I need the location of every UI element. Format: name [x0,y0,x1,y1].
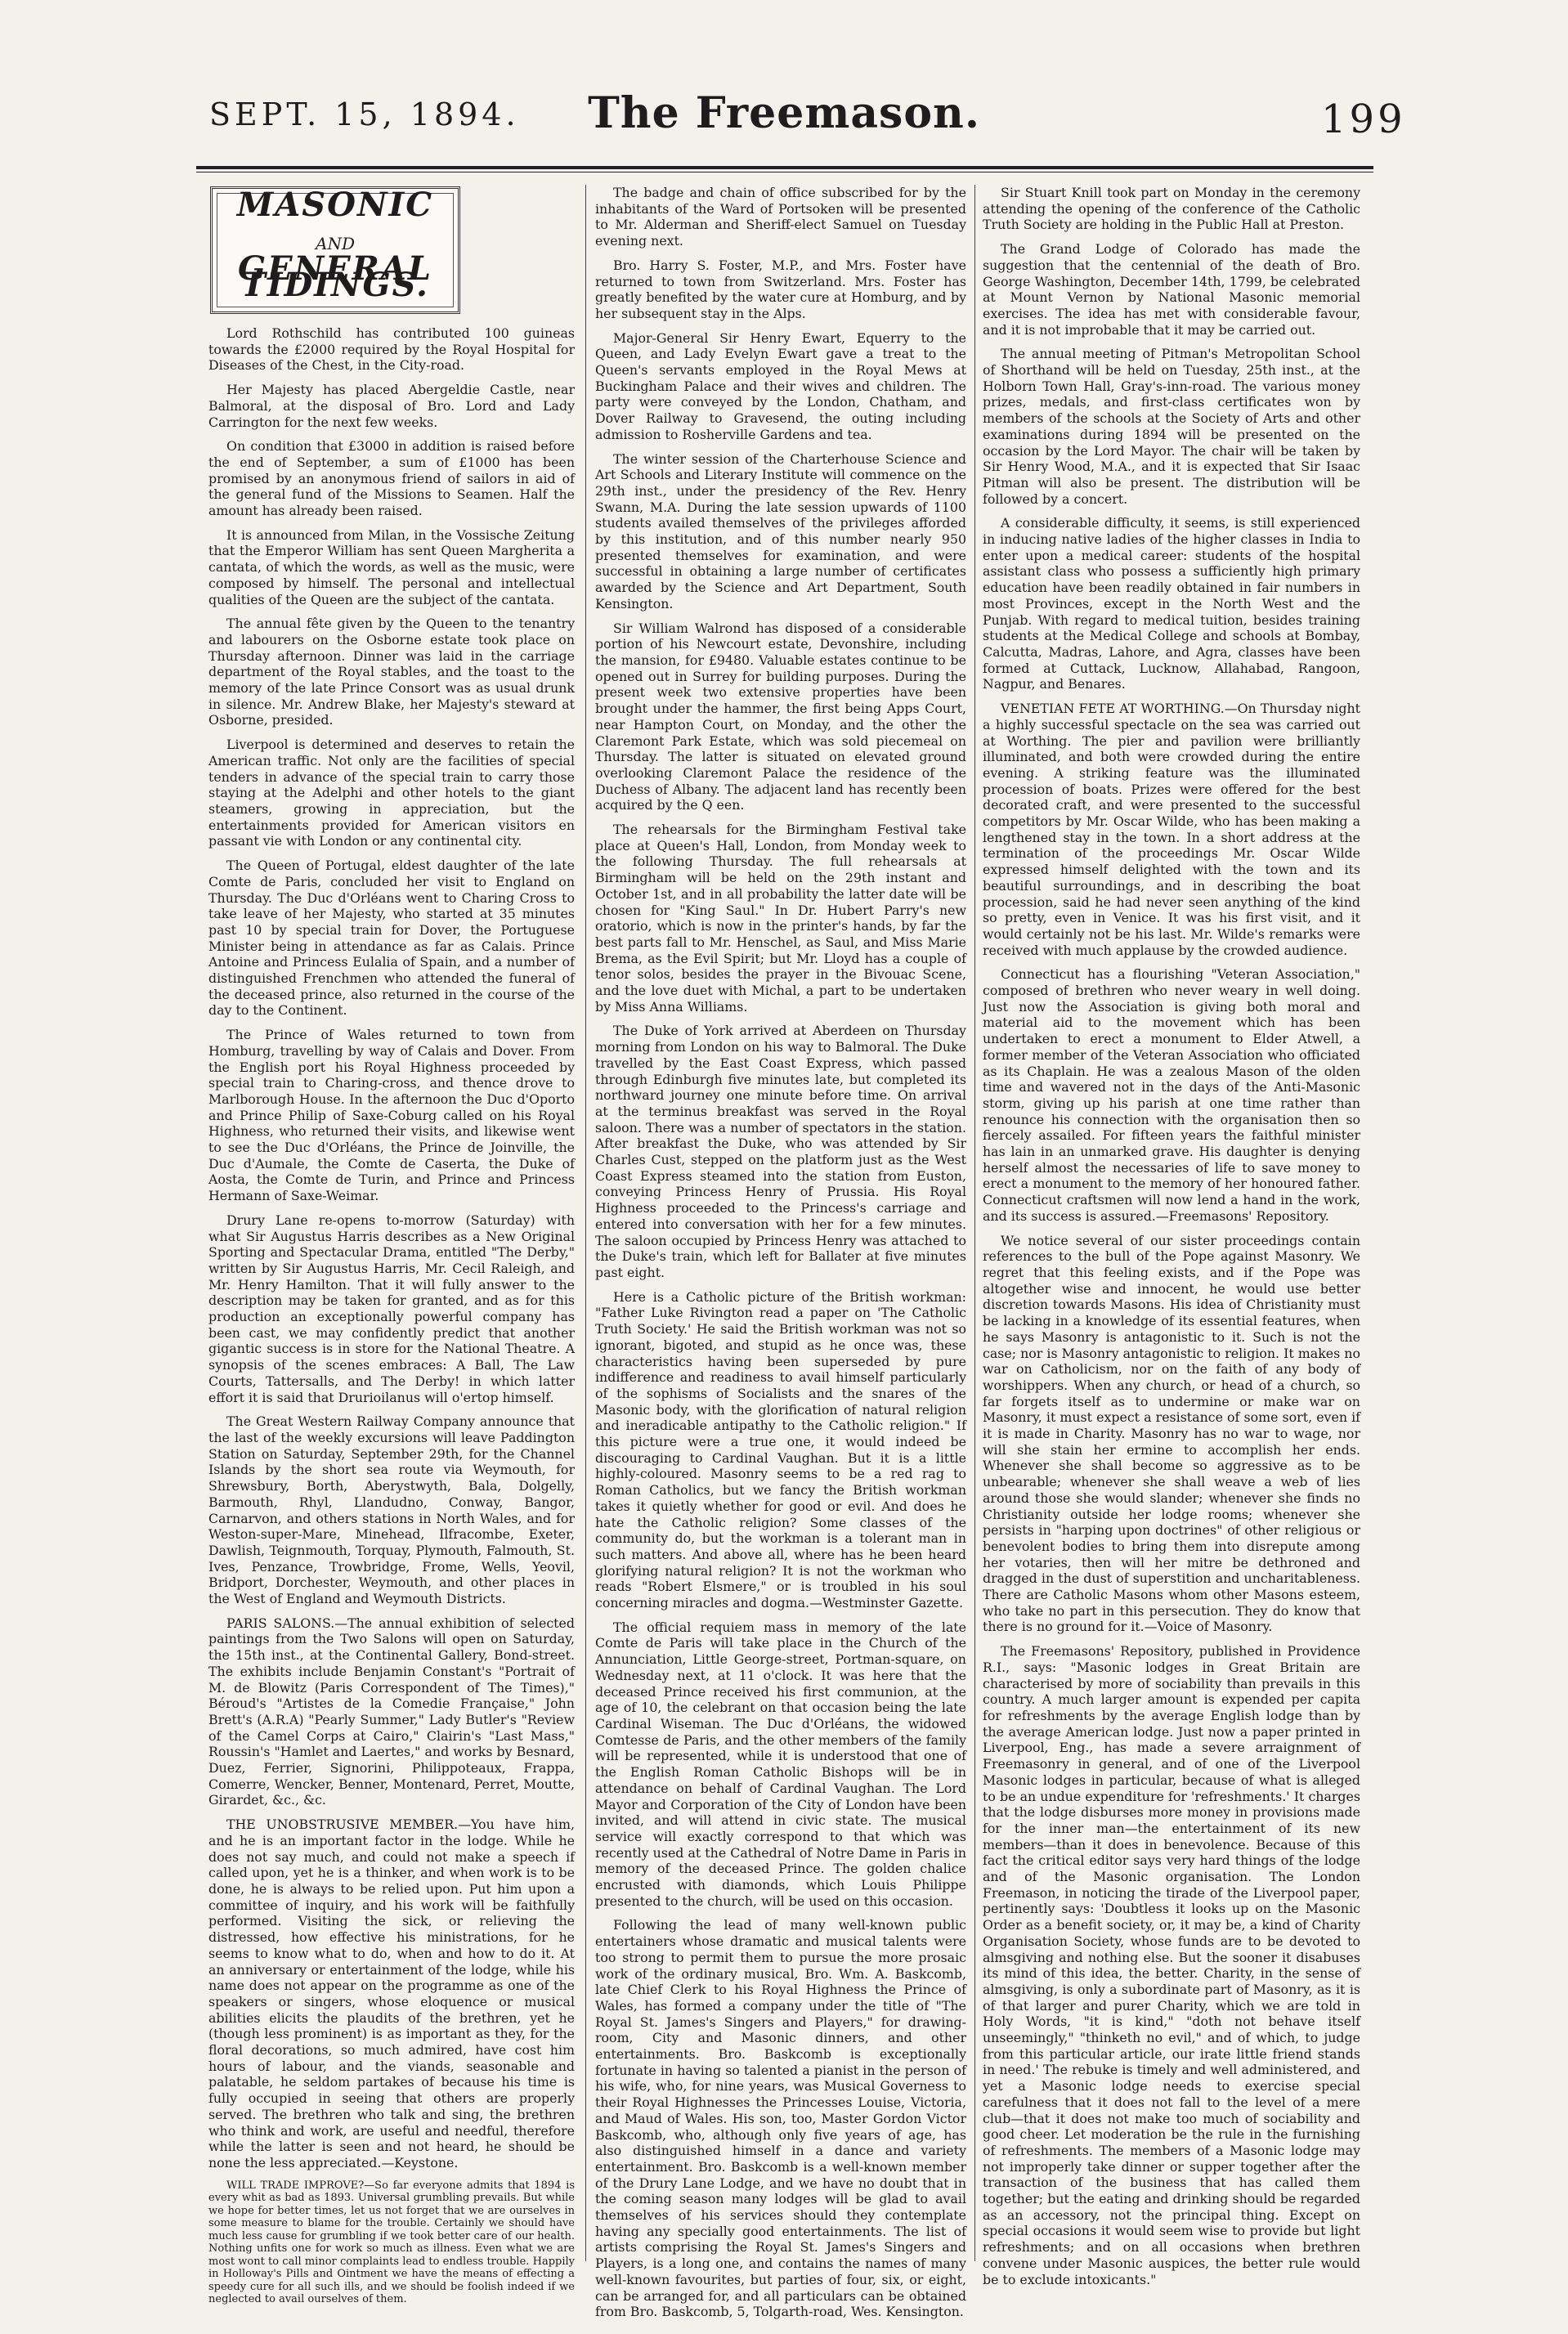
article-paragraph: The annual fête given by the Queen to the tenantry and labourers on the Osborne estate took place on Thursday afternoon. Dinner was laid in the carriage department of the Royal stables, and the toast to the memory of the late Prince Consort was as usual drunk in silence. Mr. Andrew Blake, her Majesty's steward at Osborne, presided. [208,616,575,728]
newspaper-title: The Freemason. [588,88,980,138]
article-paragraph: The Queen of Portugal, eldest daughter of the late Comte de Paris, concluded her visit to England on Thursday. The Duc d'Orléans went to Charing Cross to take leave of her Majesty, who started at 35 minutes past 10 by special train for Dover, the Portuguese Minister being in attendance as far as Calais. Prince Antoine and Princess Eulalia of Spain, and a number of distinguished Frenchmen who attended the funeral of the deceased prince, also returned in the course of the day to the Continent. [208,858,575,1019]
article-paragraph: Lord Rothschild has contributed 100 guineas towards the £2000 required by the Royal Hospital for Diseases of the Chest, in the City-road. [208,325,575,374]
article-paragraph: Bro. Harry S. Foster, M.P., and Mrs. Foster have returned to town from Switzerland. Mrs. Foster has greatly benefited by the water cure at Homburg, and by her subsequent stay in the Alps. [595,257,966,321]
article-paragraph: VENETIAN FETE AT WORTHING.—On Thursday night a highly successful spectacle on the sea was carried out at Worthing. The pier and pavilion were brilliantly illuminated, and both were crowded during the entire evening. A striking feature was the illuminated procession of boats. Prizes were offered for the best decorated craft, and were presented to the successful competitors by Mr. Oscar Wilde, who has been making a lengthened stay in the town. In a short address at the termination of the proceedings Mr. Oscar Wilde expressed himself delighted with the town and its beautiful surroundings, and in describing the boat procession, said he had never seen anything of the kind so pretty, even in Venice. It was his first visit, and it would certainly not be his last. Mr. Wilde's remarks were received with much applause by the crowded audience. [983,701,1360,958]
article-paragraph: The winter session of the Charterhouse Science and Art Schools and Literary Institute will commence on the 29th inst., under the presidency of the Rev. Henry Swann, M.A. During the late session upwards of 1100 students availed themselves of the privileges afforded by this institution, and of this number nearly 950 presented themselves for examination, and were successful in obtaining a large number of certificates awarded by the Science and Art Department, South Kensington. [595,450,966,611]
column-3-body [983,185,1360,2287]
article-paragraph: The rehearsals for the Birmingham Festival take place at Queen's Hall, London, from Monday week to the following Thursday. The full rehearsals at Birmingham will be held on the 29th instant and October 1st, and in all probability the latter date will be chosen for "King Saul." In Dr. Hubert Parry's new oratorio, which is now in the printer's hands, by far the best parts fall to Mr. Henschel, as Saul, and Miss Marie Brema, as the Evil Spirit; but Mr. Lloyd has a couple of tenor solos, besides the prayer in the Bivouac Scene, and the love duet with Michal, a part to be undertaken by Miss Anna Williams. [595,822,966,1015]
masthead-rule [196,166,1373,169]
column-2-body [595,185,966,2320]
article-paragraph: The Duke of York arrived at Aberdeen on Thursday morning from London on his way to Balmoral. The Duke travelled by the East Coast Express, which passed through Edinburgh five minutes late, but completed its northward journey one minute before time. On arrival at the terminus breakfast was served in the Royal saloon. There was a number of spectators in the station. After breakfast the Duke, who was attended by Sir Charles Cust, stepped on the platform just as the West Coast Express steamed into the station from Euston, conveying Princess Henry of Prussia. His Royal Highness proceeded to the Princess's carriage and entered into conversation with her for a few minutes. The saloon occupied by Princess Henry was attached to the Duke's train, which left for Ballater at five minutes past eight. [595,1023,966,1280]
column-3 [983,185,1360,2286]
article-paragraph: The badge and chain of office subscribed for by the inhabitants of the Ward of Portsoken will be presented to Mr. Alderman and Sheriff-elect Samuel on Tuesday evening next. [595,185,966,249]
section-heading-ornament [210,186,460,314]
heading-line-3: GENERAL TIDINGS. [237,249,433,304]
article-paragraph: The Prince of Wales returned to town from Homburg, travelling by way of Calais and Dover. From the English port his Royal Highness proceeded by special train to Charing-cross, and thence drove to Marlborough House. In the afternoon the Duc d'Oporto and Prince Philip of Saxe-Coburg called on his Royal Highness, who returned their visits, and likewise went to see the Duc d'Orléans, the Prince de Joinville, the Duc d'Aumale, the Comte de Caserta, the Duke of Aosta, the Comte de Turin, and Prince and Princess Hermann of Saxe-Weimar. [208,1027,575,1204]
article-paragraph: The annual meeting of Pitman's Metropolitan School of Shorthand will be held on Tuesday, 25th inst., at the Holborn Town Hall, Gray's-inn-road. The various money prizes, medals, and first-class certificates won by members of the schools at the Society of Arts and other examinations during 1894 will be presented on the occasion by the Lord Mayor. The chair will be taken by Sir Henry Wood, M.A., and it is expected that Sir Isaac Pitman will also be present. The distribution will be followed by a concert. [983,346,1360,507]
heading-line-2: AND [316,234,355,253]
article-paragraph: The Freemasons' Repository, published in Providence R.I., says: "Masonic lodges in Great Britain are characterised by more of sociability than prevails in this country. A much larger amount is expended per capita for refreshments by the average English lodge than by the average American lodge. Just now a paper printed in Liverpool, Eng., has made a severe arraignment of Freemasonry in general, and of one of the Liverpool Masonic lodges in particular, because of what is alleged to be an undue expenditure for 'refreshments.' It charges that the lodge disburses more money in provisions made for the inner man—the entertainment of its new members—than it does in benevolence. Because of this fact the critical editor says very hard things of the lodge and of the Masonic organisation. The London Freemason, in noticing the tirade of the Liverpool paper, pertinently says: 'Doubtless it looks up on the Masonic Order as a benefit society, or, it may be, a kind of Charity Organisation Society, whose funds are to be devoted to almsgiving and nothing else. But the sooner it disabuses its mind of this idea, the better. Charity, in the sense of almsgiving, is only a subordinate part of Masonry, as it is of that larger and purer Charity, which we are told in Holy Words, "it is kind," "doth not behave itself unseemingly," "thinketh no evil," and of which, to judge from this particular article, our irate little friend stands in need.' The rebuke is timely and well administered, and yet a Masonic lodge needs to exercise special carefulness that it does not fall to the level of a mere club—that it does not make too much of sociability and good cheer. Let moderation be the rule in the furnishing of refreshments. The members of a Masonic lodge may not improperly take dinner or supper together after the transaction of the business that has called them together; but the eating and drinking should be regarded as an accessory, not the principal thing. Except on special occasions it would seem wise to provide but light refreshments; and on all occasions when brethren convene under Masonic auspices, the better rule would be to exclude intoxicants." [983,1643,1360,2287]
column-1-body [208,325,575,2171]
column-2 [595,185,966,2320]
article-paragraph: The Grand Lodge of Colorado has made the suggestion that the centennial of the death of Bro. George Washington, December 14th, 1799, be celebrated at Mount Vernon by National Masonic memorial exercises. The idea has met with considerable favour, and it is not improbable that it may be carried out. [983,241,1360,338]
article-paragraph: It is announced from Milan, in the Vossische Zeitung that the Emperor William has sent Queen Margherita a cantata, of which the words, as well as the music, were composed by himself. The personal and intellectual qualities of the Queen are the subject of the cantata. [208,526,575,607]
column-1 [208,185,575,2306]
article-paragraph: Sir William Walrond has disposed of a considerable portion of his Newcourt estate, Devonshire, including the mansion, for £9480. Valuable estates continue to be opened out in Surrey for building purposes. During the present week two extensive properties have been brought under the hammer, the first being Apps Court, near Hampton Court, on Monday, and the other the Claremont Park Estate, which was sold piecemeal on Thursday. The latter is situated on elevated ground overlooking Claremont Palace the residence of the Duchess of Albany. The adjacent land has recently been acquired by the Q een. [595,620,966,813]
masthead [0,0,1568,204]
article-paragraph: The official requiem mass in memory of the late Comte de Paris will take place in the Church of the Annunciation, Little George-street, Portman-square, on Wednesday next, at 11 o'clock. It was here that the deceased Prince received his first communion, at the age of 10, the celebrant on that occasion being the late Cardinal Wiseman. The Duc d'Orléans, the widowed Comtesse de Paris, and the other members of the family will be represented, while it is understood that one of the English Roman Catholic Bishops will be in attendance on behalf of Cardinal Vaughan. The Lord Mayor and Corporation of the City of London have been invited, and will attend in civic state. The musical service will exactly correspond to that which was recently used at the Cathedral of Notre Dame in Paris in memory of the deceased Prince. The golden chalice encrusted with diamonds, which Louis Philippe presented to the church, will be used on this occasion. [595,1619,966,1909]
article-paragraph: On condition that £3000 in addition is raised before the end of September, a sum of £1000 has been promised by an anonymous friend of sailors in aid of the general fund of the Missions to Seamen. Half the amount has already been raised. [208,438,575,519]
article-paragraph: The Great Western Railway Company announce that the last of the weekly excursions will leave Paddington Station on Saturday, September 29th, for the Channel Islands by the short sea route via Weymouth, for Shrewsbury, Borth, Aberystwyth, Bala, Dolgelly, Barmouth, Rhyl, Llandudno, Conway, Bangor, Carnarvon, and others stations in North Wales, and for Weston-super-Mare, Minehead, Ilfracombe, Exeter, Dawlish, Teignmouth, Torquay, Plymouth, Falmouth, St. Ives, Penzance, Trowbridge, Frome, Wells, Yeovil, Bridport, Dorchester, Weymouth, and other places in the West of England and Weymouth Districts. [208,1413,575,1607]
article-paragraph: Sir Stuart Knill took part on Monday in the ceremony attending the opening of the conference of the Catholic Truth Society are holding in the Public Hall at Preston. [983,185,1360,233]
article-paragraph: Drury Lane re-opens to-morrow (Saturday) with what Sir Augustus Harris describes as a New Original Sporting and Spectacular Drama, entitled "The Derby," written by Sir Augustus Harris, Mr. Cecil Raleigh, and Mr. Henry Hamilton. That it will fully answer to the description may be taken for granted, and as for this production an exceptionally powerful company has been cast, we may confidently predict that another gigantic success is in store for the National Theatre. A synopsis of the scenes embraces: A Ball, The Law Courts, Tattersalls, and The Derby! in which latter effort it is said that Drurioilanus will o'ertop himself. [208,1212,575,1405]
article-paragraph: Her Majesty has placed Abergeldie Castle, near Balmoral, at the disposal of Bro. Lord and Lady Carrington for the next few weeks. [208,382,575,430]
advertisement-paragraph: WILL TRADE IMPROVE?—So far everyone admits that 1894 is every whit as bad as 1893. Universal grumbling prevails. But while we hope for better times, let us not forget that we are ourselves in some measure to blame for the trouble. Certainly we should have much less cause for grumbling if we took better care of our health. Nothing unfits one for work so much as illness. Even what we are most wont to call minor complaints lead to endless trouble. Happily in Holloway's Pills and Ointment we have the means of effecting a speedy cure for all such ills, and we should be foolish indeed if we neglected to avail ourselves of them. [208,2179,575,2306]
article-paragraph: Liverpool is determined and deserves to retain the American traffic. Not only are the facilities of special tenders in advance of the special train to carry those staying at the Adelphi and other hotels to the giant steamers, growing in appreciation, but the entertainments provided for American visitors en passant vie with London or any continental city. [208,737,575,849]
heading-line-1: MASONIC [236,186,434,224]
page-number: 199 [1321,96,1406,142]
article-paragraph: PARIS SALONS.—The annual exhibition of selected paintings from the Two Salons will open on Saturday, the 15th inst., at the Continental Gallery, Bond-street. The exhibits include Benjamin Constant's "Portrait of M. de Blowitz (Paris Correspondent of The Times)," Béroud's "Artistes de la Comedie Française," John Brett's (A.R.A) "Pearly Summer," Lady Butler's "Review of the Camel Corps at Cairo," Clairin's "Last Mass," Roussin's "Hamlet and Laertes," and works by Besnard, Duez, Ferrier, Signorini, Philippoteaux, Frappa, Comerre, Wencker, Benner, Montenard, Perret, Moutte, Girardet, &c., &c. [208,1615,575,1808]
article-paragraph: Major-General Sir Henry Ewart, Equerry to the Queen, and Lady Evelyn Ewart gave a treat to the Queen's servants employed in the Royal Mews at Buckingham Palace and their wives and children. The party were conveyed by the London, Chatham, and Dover Railway to Gravesend, the outing including admission to Rosherville Gardens and tea. [595,329,966,442]
article-paragraph: Following the lead of many well-known public entertainers whose dramatic and musical talents were too strong to permit them to pursue the more prosaic work of the ordinary musical, Bro. Wm. A. Baskcomb, late Chief Clerk to his Royal Highness the Prince of Wales, has formed a company under the title of "The Royal St. James's Singers and Players," for drawing-room, City and Masonic dinners, and other entertainments. Bro. Baskcomb is exceptionally fortunate in having so talented a pianist in the person of his wife, who, for nine years, was Musical Governess to their Royal Highnesses the Princesses Louise, Victoria, and Maud of Wales. His son, too, Master Gordon Victor Baskcomb, who, although only five years of age, has also distinguished himself in a dance and variety entertainment. Bro. Baskcomb is a well-known member of the Drury Lane Lodge, and we have no doubt that in the coming season many lodges will be glad to avail themselves of his services should they contemplate having any specially good entertainments. The list of artists comprising the Royal St. James's Singers and Players, is a long one, and contains the names of many well-known favourites, but parties of four, six, or eight, can be arranged for, and all particulars can be obtained from Bro. Baskcomb, 5, Tolgarth-road, Wes. Kensington. [595,1917,966,2320]
article-paragraph: A considerable difficulty, it seems, is still experienced in inducing native ladies of the higher classes in India to enter upon a medical career: students of the hospital assistant class who possess a sufficiently high primary education have been readily obtained in fair numbers in most Provinces, except in the North West and the Punjab. With regard to medical tuition, besides training students at the Medical College and schools at Bombay, Calcutta, Madras, Lahore, and Agra, classes have been formed at Cuttack, Lucknow, Allahabad, Rangoon, Nagpur, and Benares. [983,515,1360,692]
article-paragraph: THE UNOBSTRUSIVE MEMBER.—You have him, and he is an important factor in the lodge. While he does not say much, and could not make a speech if called upon, yet he is a thinker, and when work is to be done, he is always to be relied upon. Put him upon a committee of inquiry, and his work will be faithfully performed. Visiting the sick, or relieving the distressed, how effective his ministrations, for he seems to know what to do, when and how to do it. At an anniversary or entertainment of the lodge, while his name does not appear on the programme as one of the speakers or singers, whose eloquence or musical abilities elicits the plaudits of the brethren, yet he (though less prominent) is as important as they, for the floral decorations, so much admired, have cost him hours of labour, and the viands, seasonable and palatable, he seldom partakes of because his time is fully occupied in seeing that others are properly served. The brethren who talk and sing, the brethren who think and work, are useful and needful, therefore while the latter is seen and not heard, he should be none the less appreciated.—Keystone. [208,1817,575,2170]
column-divider [974,185,975,2261]
issue-date: SEPT. 15, 1894. [209,96,520,132]
column-divider [585,185,586,2261]
article-paragraph: Here is a Catholic picture of the British workman: "Father Luke Rivington read a paper on 'The Catholic Truth Society.' He said the British workman was not so ignorant, bigoted, and stupid as he once was, these characteristics having been superseded by pure indifference and readiness to avail himself particularly of the sophisms of Socialists and the snares of the Masonic body, with the glorification of natural religion and ineradicable antipathy to the Catholic religion." If this picture were a true one, it would indeed be discouraging to Cardinal Vaughan. But it is a little highly-coloured. Masonry seems to be a red rag to Roman Catholics, but we fancy the British workman takes it quietly whether for good or evil. And does he hate the Catholic religion? Some classes of the community do, but the workman is a tolerant man in such matters. And above all, where has he been heard glorifying natural religion? It is not the workman who reads "Robert Elsmere," or is troubled in his soul concerning miracles and dogma.—Westminster Gazette. [595,1288,966,1611]
article-paragraph: Connecticut has a flourishing "Veteran Association," composed of brethren who never weary in well doing. Just now the Association is giving both moral and material aid to the movement which has been undertaken to erect a monument to Elder Atwell, a former member of the Veteran Association who officiated as its Chaplain. He was a zealous Mason of the olden time and wavered not in the days of the Anti-Masonic storm, giving up his parish at one time rather than renounce his connection with the organisation then so fiercely assailed. For fifteen years the faithful minister has lain in an unmarked grave. His daughter is denying herself almost the necessaries of life to save money to erect a monument to the memory of her honoured father. Connecticut craftsmen will now lend a hand in the work, and its success is assured.—Freemasons' Repository. [983,966,1360,1224]
article-paragraph: We notice several of our sister proceedings contain references to the bull of the Pope against Masonry. We regret that this feeling exists, and if the Pope was altogether wise and innocent, he would use better discretion towards Masons. His idea of Christianity must be lacking in a knowledge of its essential features, when he says Masonry is antagonistic to it. Such is not the case; nor is Masonry antagonistic to religion. It makes no war on Catholicism, nor on the faith of any body of worshippers. When any church, or head of a church, so far forgets itself as to undermine or make war on Masonry, it must expect a resistance of some sort, even if it is made in Charity. Masonry has no war to wage, nor will she stain her ermine to accomplish her ends. Whenever she shall become so aggressive as to be unbearable; whenever she shall weave a web of lies around those she would slander; whenever she finds no Christianity outside her lodge rooms; whenever she persists in "harping upon doctrines" of other religious or benevolent bodies to bring them into disrepute among her votaries, then will her mitre be dethroned and dragged in the dust of superstition and uncharitableness. There are Catholic Masons whom other Masons esteem, who take no part in this persecution. They do know that there is no ground for it.—Voice of Masonry. [983,1232,1360,1635]
